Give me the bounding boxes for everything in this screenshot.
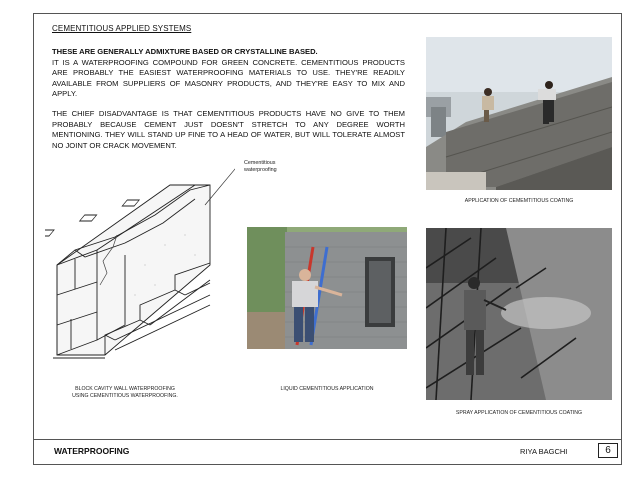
body-text [52, 47, 405, 160]
block-wall-diagram [45, 155, 235, 370]
slide-title: CEMENTITIOUS APPLIED SYSTEMS [52, 24, 192, 33]
paragraph-1: IT IS A WATERPROOFING COMPOUND FOR GREEN CONCRETE. CEMENTITIOUS PRODUCTS ARE PROBABLY THE EASIEST WATERPROOFING MATERIALS TO USE. THEY'RE READILY AVAILABLE FROM SUPPLIERS OF MASONRY PRODUCTS, AND THEY'RE EASY TO MIX AND APPLY. [52, 57, 405, 99]
roof-coating-photo [426, 37, 612, 190]
caption-spray: SPRAY APPLICATION OF CEMENTITIOUS COATING [455, 410, 583, 416]
page-number: 6 [598, 443, 618, 458]
paragraph-2: THE CHIEF DISADVANTAGE IS THAT CEMENTITIOUS PRODUCTS HAVE NO GIVE TO THEM PROBABLY BECAUSE CEMENT JUST DOESN'T STRETCH TO ANY DEGREE WORTH MENTIONING. THEY WILL STAND UP FINE TO A HEAD OF WATER, BUT WILL TOLERATE ALMOST NO JOINT OR CRACK MOVEMENT. [52, 108, 405, 150]
caption-coating: APPLICATION OF CEMEMTITIOUS COATING [464, 198, 574, 204]
footer-divider [33, 439, 622, 440]
footer-section: WATERPROOFING [54, 446, 130, 456]
diagram-callout: Cementitious waterproofing [244, 160, 277, 173]
lead-sentence: THESE ARE GENERALLY ADMIXTURE BASED OR CRYSTALLINE BASED. [52, 47, 318, 56]
caption-block-wall: BLOCK CAVITY WALL WATERPROOFING USING CEMENTITIOUS WATERPROOFING. [72, 386, 178, 399]
liquid-application-photo [247, 227, 407, 349]
footer-author: RIYA BAGCHI [520, 447, 568, 456]
spray-application-photo [426, 228, 612, 400]
caption-liquid: LIQUID CEMENTITIOUS APPLICATION [280, 386, 374, 392]
